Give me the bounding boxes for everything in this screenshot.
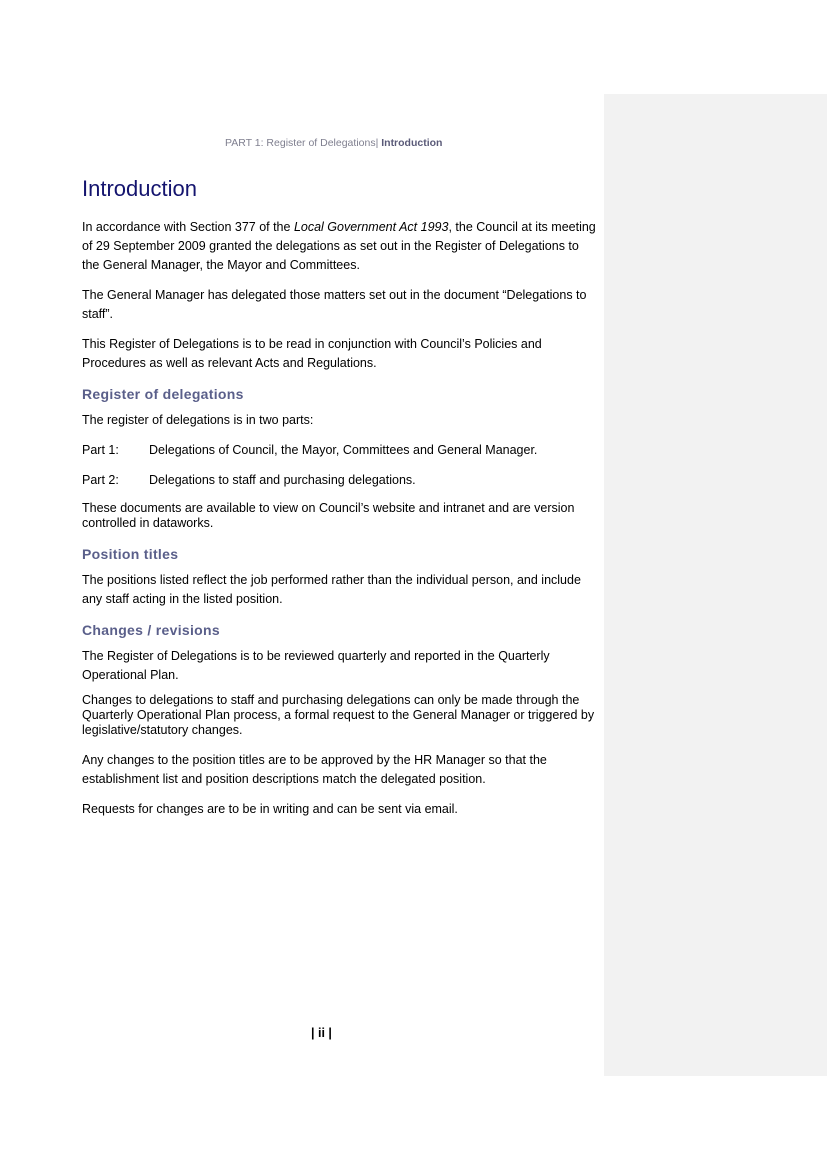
part-2-label: Part 2: — [82, 473, 119, 487]
running-header-section: Introduction — [381, 137, 443, 149]
changes-paragraph-3: Any changes to the position titles are to be approved by the HR Manager so that the establishment list and position descriptions match the delegated position. — [82, 753, 547, 786]
part-1-row — [82, 441, 598, 460]
part-2-text: Delegations to staff and purchasing delegations. — [149, 473, 416, 487]
part-1-text: Delegations of Council, the Mayor, Committees and General Manager. — [149, 443, 538, 457]
comment-pane — [604, 94, 827, 1076]
intro-text-end: , the Council at its meeting of 29 September 2009 granted the delegations as set out in the Register of Delegations to the General Manager, the Mayor and Committees. — [82, 220, 596, 272]
documents-paragraph: These documents are available to view on Council’s website and intranet and are version controlled in dataworks. — [82, 501, 575, 530]
part-1-label: Part 1: — [82, 443, 119, 457]
act-title: Local Government Act 1993 — [293, 220, 449, 234]
intro-text-start: In accordance with Section 377 of the — [82, 220, 294, 234]
part-2-row — [82, 471, 598, 490]
intro-paragraph-2: The General Manager has delegated those matters set out in the document “Delegations to staff”. — [82, 288, 587, 321]
register-paragraph: The register of delegations is in two parts: — [82, 413, 314, 427]
page-title: Introduction — [82, 176, 197, 201]
register-heading: Register of delegations — [82, 386, 244, 402]
changes-paragraph-2: Changes to delegations to staff and purchasing delegations can only be made through the Quarterly Operational Plan process, a formal request to the General Manager or triggered by legislative/statutory changes. — [82, 693, 595, 737]
position-titles-heading: Position titles — [82, 546, 179, 562]
intro-paragraph-3: This Register of Delegations is to be read in conjunction with Council’s Policies and Procedures as well as relevant Acts and Regulations. — [82, 337, 542, 370]
changes-heading: Changes / revisions — [82, 622, 220, 638]
position-titles-paragraph: The positions listed reflect the job performed rather than the individual person, and include any staff acting in the listed position. — [82, 573, 581, 606]
changes-paragraph-4: Requests for changes are to be in writing and can be sent via email. — [82, 802, 458, 816]
running-header — [225, 137, 442, 149]
running-header-part: PART 1: Register of Delegations| — [225, 137, 379, 149]
intro-paragraph-1 — [82, 218, 598, 275]
page-number: | ii | — [311, 1026, 332, 1040]
changes-paragraph-1: The Register of Delegations is to be reviewed quarterly and reported in the Quarterly Operational Plan. — [82, 649, 550, 682]
document-body — [82, 218, 598, 819]
